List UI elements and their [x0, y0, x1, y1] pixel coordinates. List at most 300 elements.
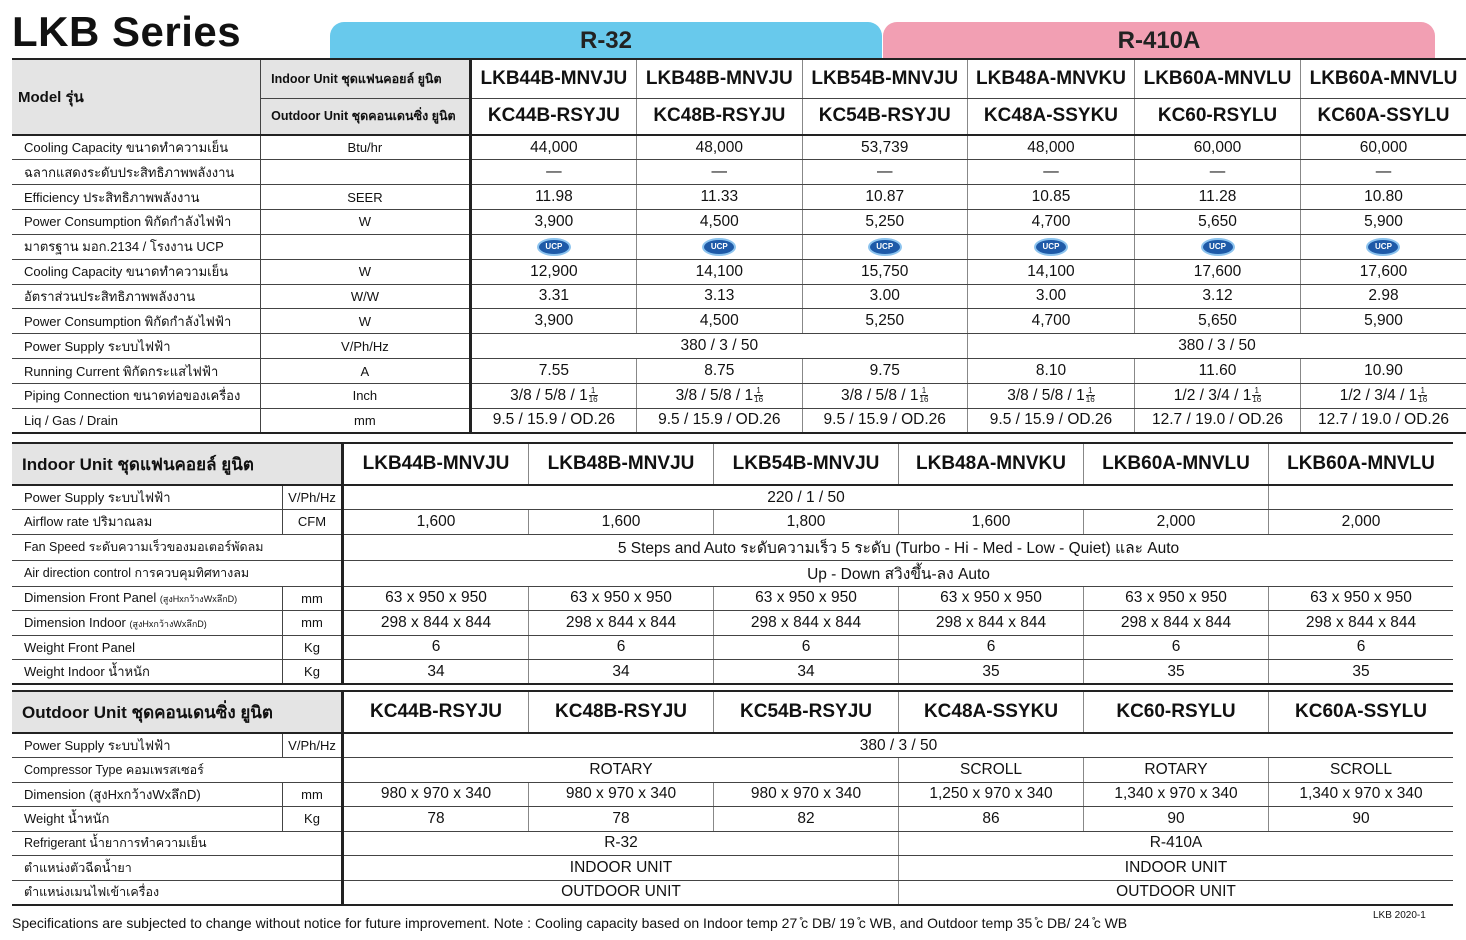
spec-value	[802, 135, 967, 160]
spec-value-text: —	[546, 163, 562, 181]
indoor-model: LKB60A-MNVLU	[1300, 59, 1466, 98]
outdoor-model: KC54B-RSYJU	[714, 691, 899, 733]
outdoor-section-header: Outdoor Unit ชุดคอนเดนซิ่ง ยูนิต	[12, 691, 343, 733]
spec-value	[967, 359, 1134, 384]
weight-value: 90	[1269, 807, 1454, 832]
spec-value-text: —	[1375, 163, 1392, 181]
spec-value	[1300, 259, 1466, 284]
outdoor-model: KC48B-RSYJU	[529, 691, 714, 733]
outdoor-model: KC60A-SSYLU	[1300, 98, 1466, 135]
refrigerant-value: R-32	[343, 831, 899, 856]
spec-value	[802, 185, 967, 210]
row-label: Weight น้ำหนัก	[12, 807, 283, 832]
spec-value	[1135, 284, 1301, 309]
weight-value: 78	[529, 807, 714, 832]
spec-value-text: 3.00	[869, 287, 900, 305]
row-unit: mm	[261, 408, 471, 433]
indoor-section-header: Indoor Unit ชุดแฟนคอยล์ ยูนิต	[12, 443, 343, 485]
table-row	[12, 586, 1453, 611]
ucp-badge-cell	[967, 234, 1134, 259]
row-label: ตำแหน่งตัวฉีดน้ำยา	[12, 856, 343, 881]
weight-value: 35	[899, 660, 1084, 685]
row-unit: W	[261, 210, 471, 235]
spec-value	[637, 359, 802, 384]
dimension-value: 298 x 844 x 844	[714, 611, 899, 636]
airflow-value: 2,000	[1084, 510, 1269, 535]
dimension-value: 63 x 950 x 950	[343, 586, 529, 611]
table-row	[12, 733, 1453, 758]
dimension-value: 63 x 950 x 950	[714, 586, 899, 611]
row-label: Cooling Capacity ขนาดทำความเย็น	[12, 135, 261, 160]
row-label: Liq / Gas / Drain	[12, 408, 261, 433]
spec-value	[637, 259, 802, 284]
table-row	[12, 309, 1466, 334]
fraction-numerator: 1	[1086, 387, 1095, 396]
spec-value-text: 5,650	[1198, 312, 1237, 330]
spec-value-text: 4,500	[699, 312, 739, 330]
dimension-value: 980 x 970 x 340	[343, 782, 529, 807]
table-row	[12, 160, 1466, 185]
spec-value-text: 3/8 / 5/8 / 1	[510, 386, 588, 404]
table-row	[12, 880, 1453, 905]
spec-value-text: 53,739	[861, 138, 909, 156]
indoor-model: LKB60A-MNVLU	[1084, 443, 1269, 485]
dimension-value: 298 x 844 x 844	[529, 611, 714, 636]
spec-value	[802, 160, 967, 185]
row-label: Power Consumption พิกัดกำลังไฟฟ้า	[12, 309, 261, 334]
dimension-value: 63 x 950 x 950	[529, 586, 714, 611]
ucp-badge-icon: UCP	[1201, 238, 1235, 256]
row-label: ตำแหน่งเมนไฟเข้าเครื่อง	[12, 880, 343, 905]
row-unit: W	[261, 259, 471, 284]
spec-value	[802, 408, 967, 433]
spec-value-text: 44,000	[530, 138, 578, 156]
dimension-value: 63 x 950 x 950	[899, 586, 1084, 611]
fraction-denominator: 16	[754, 395, 764, 405]
spec-value	[967, 309, 1134, 334]
spec-value-text: 12.7 / 19.0 / OD.26	[1152, 411, 1283, 429]
indoor-model: LKB60A-MNVLU	[1135, 59, 1301, 98]
weight-value: 86	[899, 807, 1084, 832]
row-unit: W/W	[261, 284, 471, 309]
spec-value-text: 15,750	[861, 262, 909, 280]
row-unit: Kg	[283, 660, 343, 685]
spec-value-text: 14,100	[695, 262, 744, 280]
outdoor-model: KC54B-RSYJU	[802, 98, 967, 135]
spec-value	[967, 383, 1134, 408]
spec-value-text: 8.10	[1035, 362, 1067, 380]
spec-value	[967, 259, 1134, 284]
fraction	[589, 387, 598, 404]
spec-value-text: 3,900	[534, 212, 574, 230]
dimension-value: 298 x 844 x 844	[899, 611, 1084, 636]
air-direction-value: Up - Down สวิงขึ้น-ลง Auto	[343, 560, 1454, 586]
refrigerant-group-r410a: R-410A	[883, 22, 1435, 58]
spec-value-text: 11.60	[1198, 362, 1237, 380]
spec-value-text: 1/2 / 3/4 / 1	[1339, 386, 1418, 404]
spec-value	[1135, 185, 1301, 210]
spec-value	[802, 383, 967, 408]
system-spec-table	[12, 58, 1466, 434]
spec-value-text: 48,000	[1027, 138, 1075, 156]
spec-value-text: 9.5 / 15.9 / OD.26	[989, 411, 1113, 429]
spec-value	[802, 210, 967, 235]
spec-value	[1300, 185, 1466, 210]
row-label: Power Supply ระบบไฟฟ้า	[12, 733, 283, 758]
outdoor-unit-label: Outdoor Unit ชุดคอนเดนซิ่ง ยูนิต	[261, 98, 471, 135]
fraction	[1418, 387, 1427, 404]
spec-value-text: 8.75	[704, 362, 735, 380]
row-label: Dimension (สูงHxกว้างWxลึกD)	[12, 782, 283, 807]
power-entry-location-value: OUTDOOR UNIT	[899, 880, 1454, 905]
spec-value	[1135, 210, 1301, 235]
spec-value	[1300, 135, 1466, 160]
table-row	[12, 234, 1466, 259]
row-unit: Inch	[261, 383, 471, 408]
spec-value-text: 3.00	[1035, 287, 1067, 305]
row-unit: SEER	[261, 185, 471, 210]
indoor-model: LKB48A-MNVKU	[967, 59, 1134, 98]
table-row	[12, 831, 1453, 856]
spec-value	[802, 359, 967, 384]
spec-value-text: 3.12	[1202, 287, 1233, 305]
row-unit: A	[261, 359, 471, 384]
weight-value: 6	[343, 635, 529, 660]
fraction-denominator: 16	[1418, 395, 1428, 405]
row-label: Efficiency ประสิทธิภาพพลังงาน	[12, 185, 261, 210]
outdoor-model: KC60-RSYLU	[1084, 691, 1269, 733]
spec-value	[1135, 160, 1301, 185]
row-label: Weight Indoor น้ำหนัก	[12, 660, 283, 685]
outdoor-model: KC48B-RSYJU	[637, 98, 802, 135]
spec-value-text: —	[1043, 163, 1059, 181]
row-label: Compressor Type คอมเพรสเซอร์	[12, 758, 343, 783]
spec-value	[637, 284, 802, 309]
dimension-value: 980 x 970 x 340	[529, 782, 714, 807]
airflow-value: 1,600	[529, 510, 714, 535]
spec-value-text: 10.85	[1031, 188, 1071, 206]
spec-value-text: 5,900	[1364, 312, 1403, 330]
outdoor-model: KC48A-SSYKU	[899, 691, 1084, 733]
row-label: Air direction control การควบคุมทิศทางลม	[12, 560, 343, 586]
spec-value	[470, 309, 636, 334]
weight-value: 82	[714, 807, 899, 832]
fraction-numerator: 1	[1252, 387, 1261, 396]
table-row	[12, 334, 1466, 359]
model-label: Model รุ่น	[12, 59, 261, 135]
spec-value	[470, 284, 636, 309]
footer-note: Specifications are subjected to change without notice for future improvement. Note : Cooling capacity based on Indoor temp 27 ̊c DB/ 19 ̊c WB, and Outdoor temp 35 ̊c DB/ 24 ̊c WB	[12, 915, 1128, 931]
row-unit: V/Ph/Hz	[283, 485, 343, 510]
outdoor-model: KC44B-RSYJU	[470, 98, 636, 135]
row-unit: W	[261, 309, 471, 334]
row-label: Dimension Indoor (สูงHxกว้างWxลึกD)	[12, 611, 283, 636]
outdoor-spec-table	[12, 690, 1453, 906]
spec-value	[1135, 408, 1301, 433]
table-row	[12, 635, 1453, 660]
table-row	[12, 259, 1466, 284]
spec-value-text: 5,650	[1198, 212, 1237, 230]
power-supply-value: 380 / 3 / 50	[343, 733, 1454, 758]
spec-value-text: 3/8 / 5/8 / 1	[675, 386, 754, 404]
spec-value-text: 3/8 / 5/8 / 1	[840, 386, 919, 404]
ucp-badge-cell	[802, 234, 967, 259]
fraction-numerator: 1	[589, 387, 598, 396]
ucp-badge-icon: UCP	[1366, 238, 1400, 256]
spec-value	[637, 383, 802, 408]
spec-value	[470, 160, 636, 185]
table-row	[12, 611, 1453, 636]
row-unit: Kg	[283, 635, 343, 660]
airflow-value: 1,600	[899, 510, 1084, 535]
weight-value: 6	[529, 635, 714, 660]
airflow-value: 1,600	[343, 510, 529, 535]
spec-value	[967, 284, 1134, 309]
empty-cell	[1269, 485, 1454, 510]
spec-value	[1135, 309, 1301, 334]
weight-value: 6	[1269, 635, 1454, 660]
outdoor-model: KC60-RSYLU	[1135, 98, 1301, 135]
fraction	[920, 387, 929, 404]
page-title: LKB Series	[12, 8, 242, 55]
ucp-badge-icon: UCP	[1034, 238, 1068, 256]
spec-value-text: 3,900	[534, 312, 574, 330]
spec-value-text: 10.87	[865, 188, 905, 206]
spec-value	[470, 408, 636, 433]
spec-value-text: 60,000	[1359, 138, 1408, 156]
spec-value-text: 7.55	[538, 362, 569, 380]
spec-value	[470, 359, 636, 384]
ucp-badge-icon: UCP	[537, 238, 571, 256]
refrigerant-group-r32: R-32	[330, 22, 882, 58]
indoor-model: LKB48B-MNVJU	[637, 59, 802, 98]
spec-value-text: 1/2 / 3/4 / 1	[1173, 386, 1252, 404]
dimension-value: 298 x 844 x 844	[1269, 611, 1454, 636]
dimension-value: 1,340 x 970 x 340	[1269, 782, 1454, 807]
dimension-value: 298 x 844 x 844	[343, 611, 529, 636]
row-unit: mm	[283, 611, 343, 636]
spec-value	[1300, 383, 1466, 408]
airflow-value: 2,000	[1269, 510, 1454, 535]
spec-value-text: 3.31	[538, 287, 569, 305]
spec-value	[1135, 359, 1301, 384]
spec-value	[1300, 284, 1466, 309]
airflow-value: 1,800	[714, 510, 899, 535]
table-row	[12, 485, 1453, 510]
fan-speed-value: 5 Steps and Auto ระดับความเร็ว 5 ระดับ (Turbo - Hi - Med - Low - Quiet) และ Auto	[343, 534, 1454, 560]
spec-value-text: 3.13	[704, 287, 735, 305]
table-row	[12, 510, 1453, 535]
spec-value-text: —	[1209, 163, 1226, 181]
table-row	[12, 660, 1453, 685]
indoor-model: LKB54B-MNVJU	[714, 443, 899, 485]
weight-value: 34	[343, 660, 529, 685]
spec-value-text: 11.28	[1198, 188, 1237, 206]
spec-value-text: 3/8 / 5/8 / 1	[1007, 386, 1085, 404]
fraction-numerator: 1	[920, 387, 929, 396]
spec-value	[1135, 383, 1301, 408]
spec-value-text: 9.75	[869, 362, 900, 380]
spec-value-text: 11.33	[700, 188, 739, 206]
row-label: Power Supply ระบบไฟฟ้า	[12, 334, 261, 359]
spec-value	[1300, 359, 1466, 384]
row-unit: mm	[283, 586, 343, 611]
spec-value	[967, 135, 1134, 160]
table-row	[12, 534, 1453, 560]
row-label: Fan Speed ระดับความเร็วของมอเตอร์พัดลม	[12, 534, 343, 560]
fraction-denominator: 16	[1252, 395, 1262, 405]
fraction	[1086, 387, 1095, 404]
spec-value	[967, 408, 1134, 433]
spec-value-text: 9.5 / 15.9 / OD.26	[823, 411, 946, 429]
spec-value-text: 5,900	[1364, 212, 1403, 230]
table-row	[12, 758, 1453, 783]
dimension-value: 63 x 950 x 950	[1084, 586, 1269, 611]
power-entry-location-value: OUTDOOR UNIT	[343, 880, 899, 905]
table-row	[12, 135, 1466, 160]
table-row	[12, 856, 1453, 881]
outdoor-model: KC48A-SSYKU	[967, 98, 1134, 135]
spec-value	[802, 259, 967, 284]
row-unit	[261, 234, 471, 259]
spec-value	[470, 135, 636, 160]
row-unit: Kg	[283, 807, 343, 832]
spec-value	[637, 210, 802, 235]
ucp-badge-cell	[1300, 234, 1466, 259]
spec-value	[470, 383, 636, 408]
table-row	[12, 782, 1453, 807]
spec-value-text: 5,250	[865, 312, 905, 330]
spec-value	[802, 284, 967, 309]
ucp-badge-cell	[1135, 234, 1301, 259]
weight-value: 35	[1084, 660, 1269, 685]
spec-value	[967, 185, 1134, 210]
spec-value	[1300, 309, 1466, 334]
spec-value-text: 12.7 / 19.0 / OD.26	[1318, 411, 1449, 429]
row-label-note: (สูงHxกว้างWxลึกD)	[129, 618, 207, 629]
outdoor-model: KC44B-RSYJU	[343, 691, 529, 733]
weight-value: 78	[343, 807, 529, 832]
spec-value-text: 14,100	[1027, 262, 1075, 280]
table-row	[12, 210, 1466, 235]
power-supply-value: 220 / 1 / 50	[343, 485, 1269, 510]
row-label: Cooling Capacity ขนาดทำความเย็น	[12, 259, 261, 284]
weight-value: 35	[1269, 660, 1454, 685]
compressor-type-value: ROTARY	[343, 758, 899, 783]
row-unit	[261, 160, 471, 185]
group-value: 380 / 3 / 50	[470, 334, 967, 359]
row-label: Running Current พิกัดกระแสไฟฟ้า	[12, 359, 261, 384]
dimension-value: 980 x 970 x 340	[714, 782, 899, 807]
ucp-badge-icon: UCP	[702, 238, 736, 256]
spec-value	[637, 309, 802, 334]
row-label: Dimension Front Panel (สูงHxกว้างWxลึกD)	[12, 586, 283, 611]
spec-value-text: 12,900	[530, 262, 578, 280]
row-label: Power Supply ระบบไฟฟ้า	[12, 485, 283, 510]
group-value: 380 / 3 / 50	[967, 334, 1466, 359]
indoor-model: LKB44B-MNVJU	[470, 59, 636, 98]
compressor-type-value: ROTARY	[1084, 758, 1269, 783]
refrigerant-value: R-410A	[899, 831, 1454, 856]
spec-value	[1135, 259, 1301, 284]
expansion-location-value: INDOOR UNIT	[899, 856, 1454, 881]
weight-value: 6	[714, 635, 899, 660]
outdoor-model: KC60A-SSYLU	[1269, 691, 1454, 733]
indoor-model: LKB54B-MNVJU	[802, 59, 967, 98]
ucp-badge-cell	[637, 234, 802, 259]
spec-value	[637, 185, 802, 210]
row-label: Weight Front Panel	[12, 635, 283, 660]
spec-value-text: 10.90	[1364, 362, 1403, 380]
spec-value-text: 17,600	[1193, 262, 1242, 280]
spec-value-text: 48,000	[695, 138, 744, 156]
table-row	[12, 807, 1453, 832]
spec-value	[470, 259, 636, 284]
dimension-value: 63 x 950 x 950	[1269, 586, 1454, 611]
row-unit: V/Ph/Hz	[261, 334, 471, 359]
spec-value-text: 9.5 / 15.9 / OD.26	[492, 411, 616, 429]
row-unit: CFM	[283, 510, 343, 535]
fraction-denominator: 16	[919, 395, 929, 405]
spec-value	[802, 309, 967, 334]
row-label: Refrigerant น้ำยาการทำความเย็น	[12, 831, 343, 856]
dimension-value: 1,250 x 970 x 340	[899, 782, 1084, 807]
table-row	[12, 560, 1453, 586]
indoor-model: LKB48A-MNVKU	[899, 443, 1084, 485]
spec-value-text: 10.80	[1364, 188, 1403, 206]
row-label: Airflow rate ปริมาณลม	[12, 510, 283, 535]
compressor-type-value: SCROLL	[1269, 758, 1454, 783]
table-row	[12, 284, 1466, 309]
table-row	[12, 383, 1466, 408]
row-label: Piping Connection ขนาดท่อของเครื่อง	[12, 383, 261, 408]
document-code: LKB 2020-1	[1373, 910, 1426, 921]
fraction-numerator: 1	[754, 387, 763, 396]
spec-value	[637, 160, 802, 185]
spec-value-text: 4,500	[699, 212, 739, 230]
spec-value	[1300, 408, 1466, 433]
indoor-model: LKB60A-MNVLU	[1269, 443, 1454, 485]
spec-value-text: 4,700	[1031, 312, 1071, 330]
spec-value	[967, 160, 1134, 185]
spec-value-text: 5,250	[865, 212, 905, 230]
row-label-note: (สูงHxกว้างWxลึกD)	[159, 594, 238, 605]
fraction-denominator: 16	[1085, 395, 1095, 405]
expansion-location-value: INDOOR UNIT	[343, 856, 899, 881]
spec-value-text: 9.5 / 15.9 / OD.26	[658, 411, 781, 429]
spec-value	[637, 135, 802, 160]
spec-value	[1300, 210, 1466, 235]
weight-value: 6	[899, 635, 1084, 660]
row-label: ฉลากแสดงระดับประสิทธิภาพพลังงาน	[12, 160, 261, 185]
fraction-numerator: 1	[1418, 387, 1427, 396]
spec-value-text: 11.98	[535, 188, 573, 206]
weight-value: 90	[1084, 807, 1269, 832]
spec-value	[1135, 135, 1301, 160]
indoor-unit-label: Indoor Unit ชุดแฟนคอยล์ ยูนิต	[261, 59, 471, 98]
row-unit: Btu/hr	[261, 135, 471, 160]
indoor-model: LKB44B-MNVJU	[343, 443, 529, 485]
spec-value	[470, 210, 636, 235]
spec-value-text: 4,700	[1031, 212, 1071, 230]
spec-value-text: 2.98	[1368, 287, 1399, 305]
ucp-badge-icon: UCP	[868, 238, 902, 256]
fraction	[754, 387, 763, 404]
indoor-spec-table	[12, 442, 1453, 685]
ucp-badge-cell	[470, 234, 636, 259]
spec-value-text: 60,000	[1193, 138, 1242, 156]
dimension-value: 298 x 844 x 844	[1084, 611, 1269, 636]
